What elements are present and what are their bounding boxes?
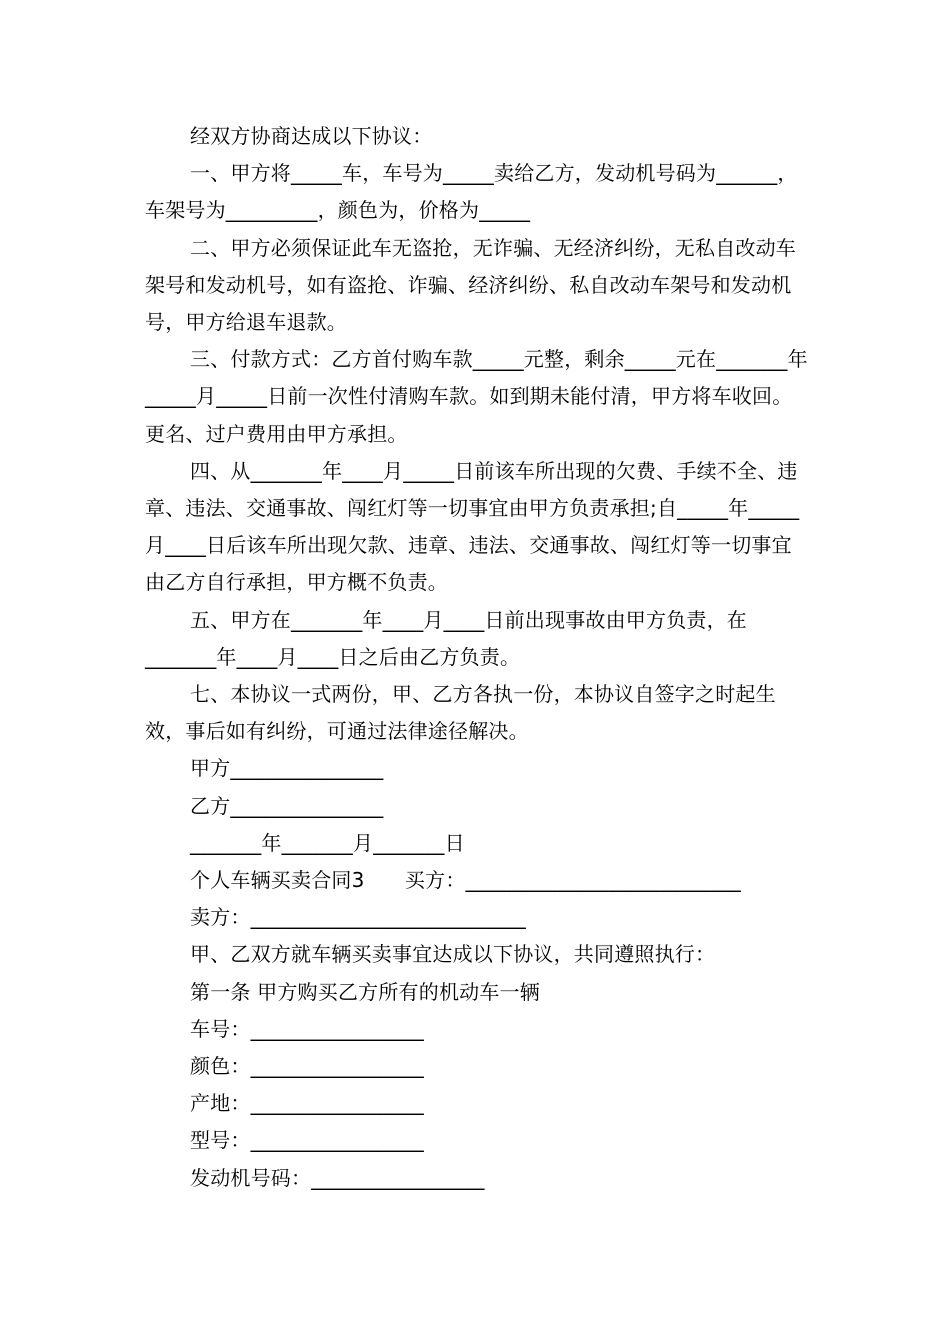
contract-3-title-buyer: 个人车辆买卖合同3 买方：___________________________ bbox=[190, 868, 741, 893]
signature-date: _______年_______月_______日 bbox=[190, 830, 465, 855]
field-color: 颜色：_________________ bbox=[190, 1054, 424, 1079]
signature-party-b: 乙方_______________ bbox=[190, 793, 384, 818]
paragraph-clause-3: 三、付款方式：乙方首付购车款_____元整，剩余_____元在_______年_____月_____日前一次性付清购车款。如到期未能付清，甲方将车收回。更名、过户费用由甲方承担。 bbox=[145, 347, 808, 446]
paragraph-clause-2: 二、甲方必须保证此车无盗抢，无诈骗、无经济纠纷，无私自改动车架号和发动机号，如有盗抢、诈骗、经济纠纷、私自改动车架号和发动机号，甲方给退车退款。 bbox=[145, 235, 796, 335]
paragraph-clause-5: 五、甲方在_______年____月____日前出现事故由甲方负责，在_______年____月____日之后由乙方负责。 bbox=[145, 607, 747, 669]
contract-3-seller: 卖方：___________________________ bbox=[190, 905, 526, 930]
paragraph-clause-7: 七、本协议一式两份，甲、乙方各执一份，本协议自签字之时起生效，事后如有纠纷，可通过法律途径解决。 bbox=[145, 682, 776, 744]
signature-party-a: 甲方_______________ bbox=[190, 756, 384, 781]
contract-3-preamble: 甲、乙双方就车辆买卖事宜达成以下协议，共同遵照执行： bbox=[190, 942, 716, 967]
field-engine-number: 发动机号码：_________________ bbox=[190, 1165, 485, 1190]
document-body bbox=[145, 118, 810, 1197]
paragraph-clause-4: 四、从_______年____月_____日前该车所出现的欠费、手续不全、违章、违法、交通事故、闯红灯等一切事宜由甲方负责承担;自_____年_____月____日后该车所出现欠款、违章、违法、交通事故、闯红灯等一切事宜由乙方自行承担，甲方概不负责。 bbox=[145, 458, 800, 595]
contract-3-article-1: 第一条 甲方购买乙方所有的机动车一辆 bbox=[190, 979, 540, 1004]
paragraph-intro: 经双方协商达成以下协议： bbox=[190, 124, 433, 148]
field-origin: 产地：_________________ bbox=[190, 1091, 424, 1116]
field-model: 型号：_________________ bbox=[190, 1128, 424, 1153]
paragraph-clause-1: 一、甲方将_____车，车号为_____卖给乙方，发动机号码为______，车架号为_________，颜色为，价格为_____ bbox=[145, 161, 798, 223]
field-plate-number: 车号：_________________ bbox=[190, 1016, 424, 1041]
